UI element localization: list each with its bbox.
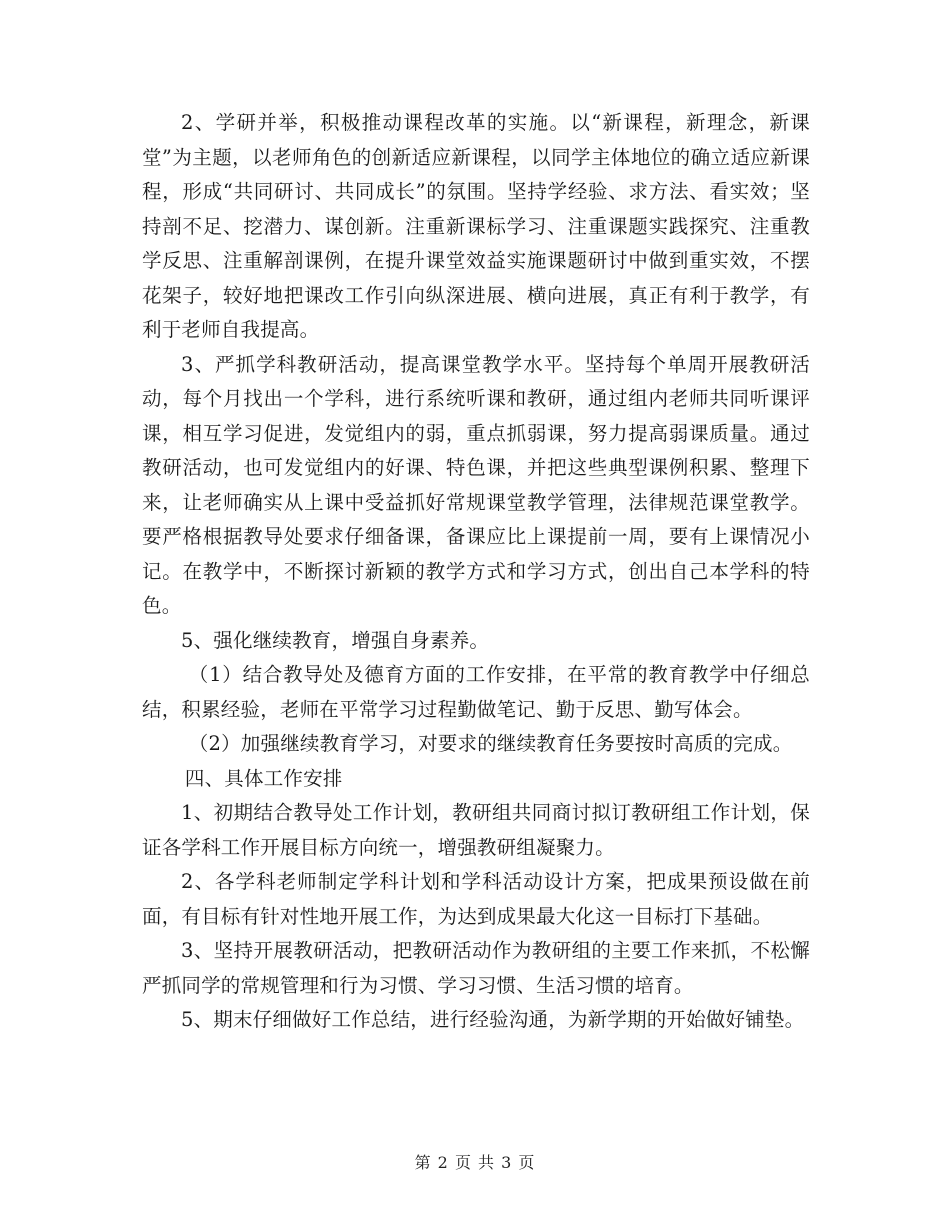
paragraph-continuing-education: 5、强化继续教育，增强自身素养。: [181, 628, 490, 652]
document-body: [142, 106, 810, 1038]
section-heading-work-plan: 四、具体工作安排: [184, 766, 343, 790]
paragraph-plan-2: 2、各学科老师制定学科计划和学科活动设计方案，把成果预设做在前面，有目标有针对性地开展工作，为达到成果最大化这一目标打下基础。: [142, 870, 810, 928]
paragraph-plan-1: 1、初期结合教导处工作计划，教研组共同商讨拟订教研组工作计划，保证各学科工作开展目标方向统一，增强教研组凝聚力。: [142, 801, 810, 859]
page-number-footer: 第 2 页 共 3 页: [414, 1153, 536, 1172]
paragraph-teaching-research: 3、严抓学科教研活动，提高课堂教学水平。坚持每个单周开展教研活动，每个月找出一个学科，进行系统听课和教研，通过组内老师共同听课评课，相互学习促进，发觉组内的弱，重点抓弱课，努力提高弱课质量。通过教研活动，也可发觉组内的好课、特色课，并把这些典型课例积累、整理下来，让老师确实从上课中受益抓好常规课堂教学管理，法律规范课堂教学。要严格根据教导处要求仔细备课，备课应比上课提前一周，要有上课情况小记。在教学中，不断探讨新颖的教学方式和学习方式，创出自己本学科的特色。: [142, 352, 810, 617]
paragraph-item-2: （2）加强继续教育学习，对要求的继续教育任务要按时高质的完成。: [188, 732, 793, 755]
paragraph-plan-3: 3、坚持开展教研活动，把教研活动作为教研组的主要工作来抓，不松懈严抓同学的常规管理和行为习惯、学习习惯、生活习惯的培育。: [142, 939, 810, 997]
paragraph-plan-5: 5、期末仔细做好工作总结，进行经验沟通，为新学期的开始做好铺垫。: [181, 1008, 805, 1031]
paragraph-item-1: （1）结合教导处及德育方面的工作安排，在平常的教育教学中仔细总结，积累经验，老师在平常学习过程勤做笔记、勤于反思、勤写体会。: [142, 663, 810, 721]
paragraph-curriculum-reform: 2、学研并举，积极推动课程改革的实施。以“新课程，新理念，新课堂”为主题，以老师角色的创新适应新课程，以同学主体地位的确立适应新课程，形成“共同研讨、共同成长”的氛围。坚持学经验、求方法、看实效；坚持剖不足、挖潜力、谋创新。注重新课标学习、注重课题实践探究、注重教学反思、注重解剖课例，在提升课堂效益实施课题研讨中做到重实效，不摆花架子，较好地把课改工作引向纵深进展、横向进展，真正有利于教学，有利于老师自我提高。: [142, 111, 810, 341]
